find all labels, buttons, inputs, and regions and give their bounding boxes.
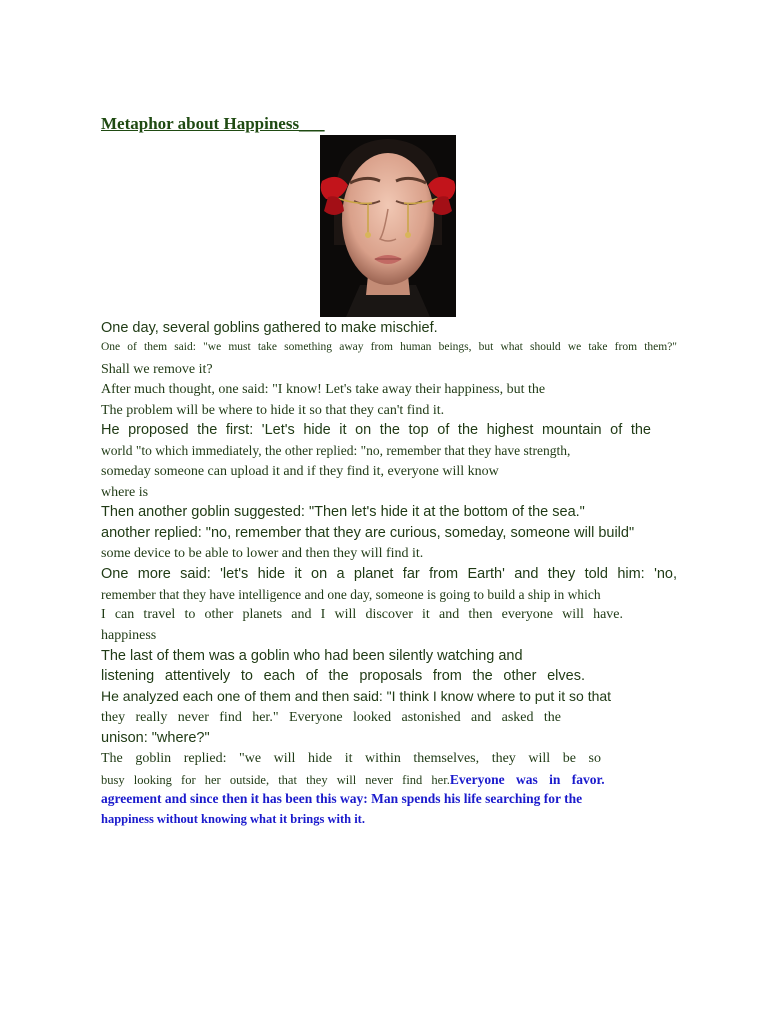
text-line: another replied: "no, remember that they are curious, someday, someone will build" (101, 525, 635, 541)
text-line: One more said: 'let's hide it on a planet far from Earth' and they told him: 'no, (101, 566, 677, 582)
text-line: world "to which immediately, the other replied: "no, remember that they have strength, (101, 443, 571, 458)
text-line: He analyzed each one of them and then said: "I think I know where to put it so that (101, 688, 612, 704)
text-line: Shall we remove it? (101, 362, 213, 377)
text-line: remember that they have intelligence and one day, someone is going to build a ship in which (101, 587, 601, 602)
text-line: He proposed the first: 'Let's hide it on the top of the highest mountain of the (101, 422, 651, 438)
highlighted-text: Everyone was in favor. (449, 772, 605, 787)
text-line: they really never find her." Everyone looked astonished and asked the (101, 710, 561, 725)
text-line: where is (101, 485, 149, 500)
text-line: One day, several goblins gathered to make mischief. (101, 320, 438, 336)
text-line: The problem will be where to hide it so that they can't find it. (101, 403, 445, 418)
text-line: someday someone can upload it and if they find it, everyone will know (101, 464, 499, 479)
document-title: Metaphor about Happiness___ (101, 114, 325, 133)
highlighted-text: happiness without knowing what it brings with it. (101, 812, 365, 826)
text-line: The last of them was a goblin who had been silently watching and (101, 648, 523, 664)
text-line: some device to be able to lower and then they will find it. (101, 546, 424, 561)
text-line: unison: "where?" (101, 730, 210, 746)
text-line: The goblin replied: "we will hide it within themselves, they will be so (101, 751, 601, 766)
text-segment: busy looking for her outside, that they will never find her. (101, 773, 450, 787)
text-line: One of them said: "we must take something away from human beings, but what should we take from them?" (101, 341, 677, 353)
portrait-illustration (320, 135, 456, 317)
text-line: I can travel to other planets and I will discover it and then everyone will have. (101, 607, 623, 622)
portrait-image (320, 135, 456, 317)
text-line-mixed (101, 771, 677, 789)
text-line: happiness (101, 628, 157, 643)
text-line: Then another goblin suggested: "Then let's hide it at the bottom of the sea." (101, 504, 585, 520)
highlighted-text: agreement and since then it has been this way: Man spends his life searching for the (101, 791, 583, 806)
text-line: After much thought, one said: "I know! Let's take away their happiness, but the (101, 382, 546, 397)
text-line: listening attentively to each of the proposals from the other elves. (101, 668, 585, 684)
